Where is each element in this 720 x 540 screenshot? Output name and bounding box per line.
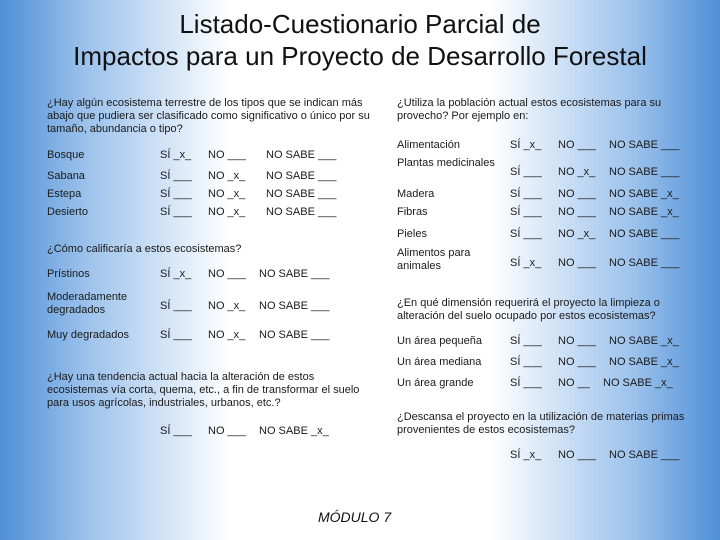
- si-option[interactable]: SÍ ___: [510, 188, 542, 200]
- row-label: Prístinos: [47, 268, 90, 280]
- no-option[interactable]: NO _x_: [208, 329, 246, 341]
- module-label: MÓDULO 7: [318, 509, 392, 525]
- no-sabe-option[interactable]: NO SABE _x_: [609, 206, 679, 218]
- si-option[interactable]: SÍ _x_: [510, 449, 542, 461]
- title-line-2: Impactos para un Proyecto de Desarrollo Forestal: [73, 41, 647, 71]
- no-option[interactable]: NO _x_: [208, 188, 246, 200]
- row-label: Moderadamente degradados: [47, 291, 128, 316]
- no-option[interactable]: NO __: [558, 377, 590, 389]
- no-option[interactable]: NO ___: [558, 356, 596, 368]
- no-option[interactable]: NO ___: [208, 268, 246, 280]
- no-option[interactable]: NO _x_: [208, 170, 246, 182]
- si-option[interactable]: SÍ _x_: [160, 268, 192, 280]
- no-option[interactable]: NO _x_: [558, 166, 596, 178]
- no-sabe-option[interactable]: NO SABE _x_: [609, 356, 679, 368]
- si-option[interactable]: SÍ _x_: [160, 149, 192, 161]
- no-sabe-option[interactable]: NO SABE ___: [259, 329, 330, 341]
- row-label: Un área grande: [397, 377, 474, 389]
- si-option[interactable]: SÍ ___: [160, 329, 192, 341]
- row-label: Estepa: [47, 188, 82, 200]
- question-1: ¿Hay algún ecosistema terrestre de los tipos que se indican más abajo que pudiera ser clasificado como significativo o único por su tamaño, abundancia o tipo?: [47, 97, 370, 135]
- si-option[interactable]: SÍ _x_: [510, 257, 542, 269]
- row-label: Bosque: [47, 149, 85, 161]
- question-4: ¿Utiliza la población actual estos ecosistemas para su provecho? Por ejemplo en:: [397, 97, 662, 122]
- no-option[interactable]: NO ___: [208, 425, 246, 437]
- si-option[interactable]: SÍ ___: [510, 206, 542, 218]
- no-sabe-option[interactable]: NO SABE ___: [266, 170, 337, 182]
- no-option[interactable]: NO ___: [208, 149, 246, 161]
- row-label: Muy degradados: [47, 329, 129, 341]
- no-option[interactable]: NO ___: [558, 335, 596, 347]
- row-label: Pieles: [397, 228, 427, 240]
- si-option[interactable]: SÍ ___: [510, 166, 542, 178]
- row-label: Alimentación: [397, 139, 460, 151]
- no-sabe-option[interactable]: NO SABE ___: [609, 228, 680, 240]
- no-option[interactable]: NO ___: [558, 206, 596, 218]
- no-sabe-option[interactable]: NO SABE ___: [266, 188, 337, 200]
- no-option[interactable]: NO ___: [558, 449, 596, 461]
- no-sabe-option[interactable]: NO SABE ___: [266, 206, 337, 218]
- row-label: Desierto: [47, 206, 88, 218]
- question-2: ¿Cómo calificaría a estos ecosistemas?: [47, 243, 242, 255]
- no-sabe-option[interactable]: NO SABE _x_: [603, 377, 673, 389]
- no-sabe-option[interactable]: NO SABE _x_: [609, 335, 679, 347]
- no-option[interactable]: NO ___: [558, 139, 596, 151]
- si-option[interactable]: SÍ ___: [510, 377, 542, 389]
- question-5: ¿En qué dimensión requerirá el proyecto la limpieza o alteración del suelo ocupado por estos ecosistemas?: [397, 297, 660, 322]
- title-line-1: Listado-Cuestionario Parcial de: [179, 9, 541, 39]
- row-label: Un área mediana: [397, 356, 482, 368]
- row-label: Plantas medicinales: [397, 157, 495, 169]
- no-sabe-option[interactable]: NO SABE _x_: [609, 188, 679, 200]
- no-option[interactable]: NO ___: [558, 257, 596, 269]
- si-option[interactable]: SÍ ___: [160, 300, 192, 312]
- no-sabe-option[interactable]: NO SABE ___: [609, 257, 680, 269]
- no-sabe-option[interactable]: NO SABE ___: [609, 449, 680, 461]
- no-sabe-option[interactable]: NO SABE _x_: [259, 425, 329, 437]
- no-option[interactable]: NO _x_: [208, 300, 246, 312]
- si-option[interactable]: SÍ ___: [160, 188, 192, 200]
- si-option[interactable]: SÍ ___: [510, 228, 542, 240]
- si-option[interactable]: SÍ _x_: [510, 139, 542, 151]
- si-option[interactable]: SÍ ___: [160, 425, 192, 437]
- question-6: ¿Descansa el proyecto en la utilización de materias primas provenientes de estos ecosistemas?: [397, 411, 685, 436]
- si-option[interactable]: SÍ ___: [160, 206, 192, 218]
- question-3: ¿Hay una tendencia actual hacia la alteración de estos ecosistemas vía corta, quema, etc., a fin de transformar el suelo para usos agrícolas, industriales, urbanos, etc.?: [47, 371, 360, 409]
- row-label: Madera: [397, 188, 435, 200]
- si-option[interactable]: SÍ ___: [510, 356, 542, 368]
- no-option[interactable]: NO ___: [558, 188, 596, 200]
- si-option[interactable]: SÍ ___: [160, 170, 192, 182]
- no-sabe-option[interactable]: NO SABE ___: [609, 166, 680, 178]
- no-sabe-option[interactable]: NO SABE ___: [259, 268, 330, 280]
- no-sabe-option[interactable]: NO SABE ___: [259, 300, 330, 312]
- row-label: Fibras: [397, 206, 428, 218]
- row-label: Alimentos para animales: [397, 247, 471, 272]
- row-label: Un área pequeña: [397, 335, 483, 347]
- no-sabe-option[interactable]: NO SABE ___: [609, 139, 680, 151]
- no-option[interactable]: NO _x_: [208, 206, 246, 218]
- si-option[interactable]: SÍ ___: [510, 335, 542, 347]
- row-label: Sabana: [47, 170, 85, 182]
- no-option[interactable]: NO _x_: [558, 228, 596, 240]
- no-sabe-option[interactable]: NO SABE ___: [266, 149, 337, 161]
- page-title: [0, 8, 720, 72]
